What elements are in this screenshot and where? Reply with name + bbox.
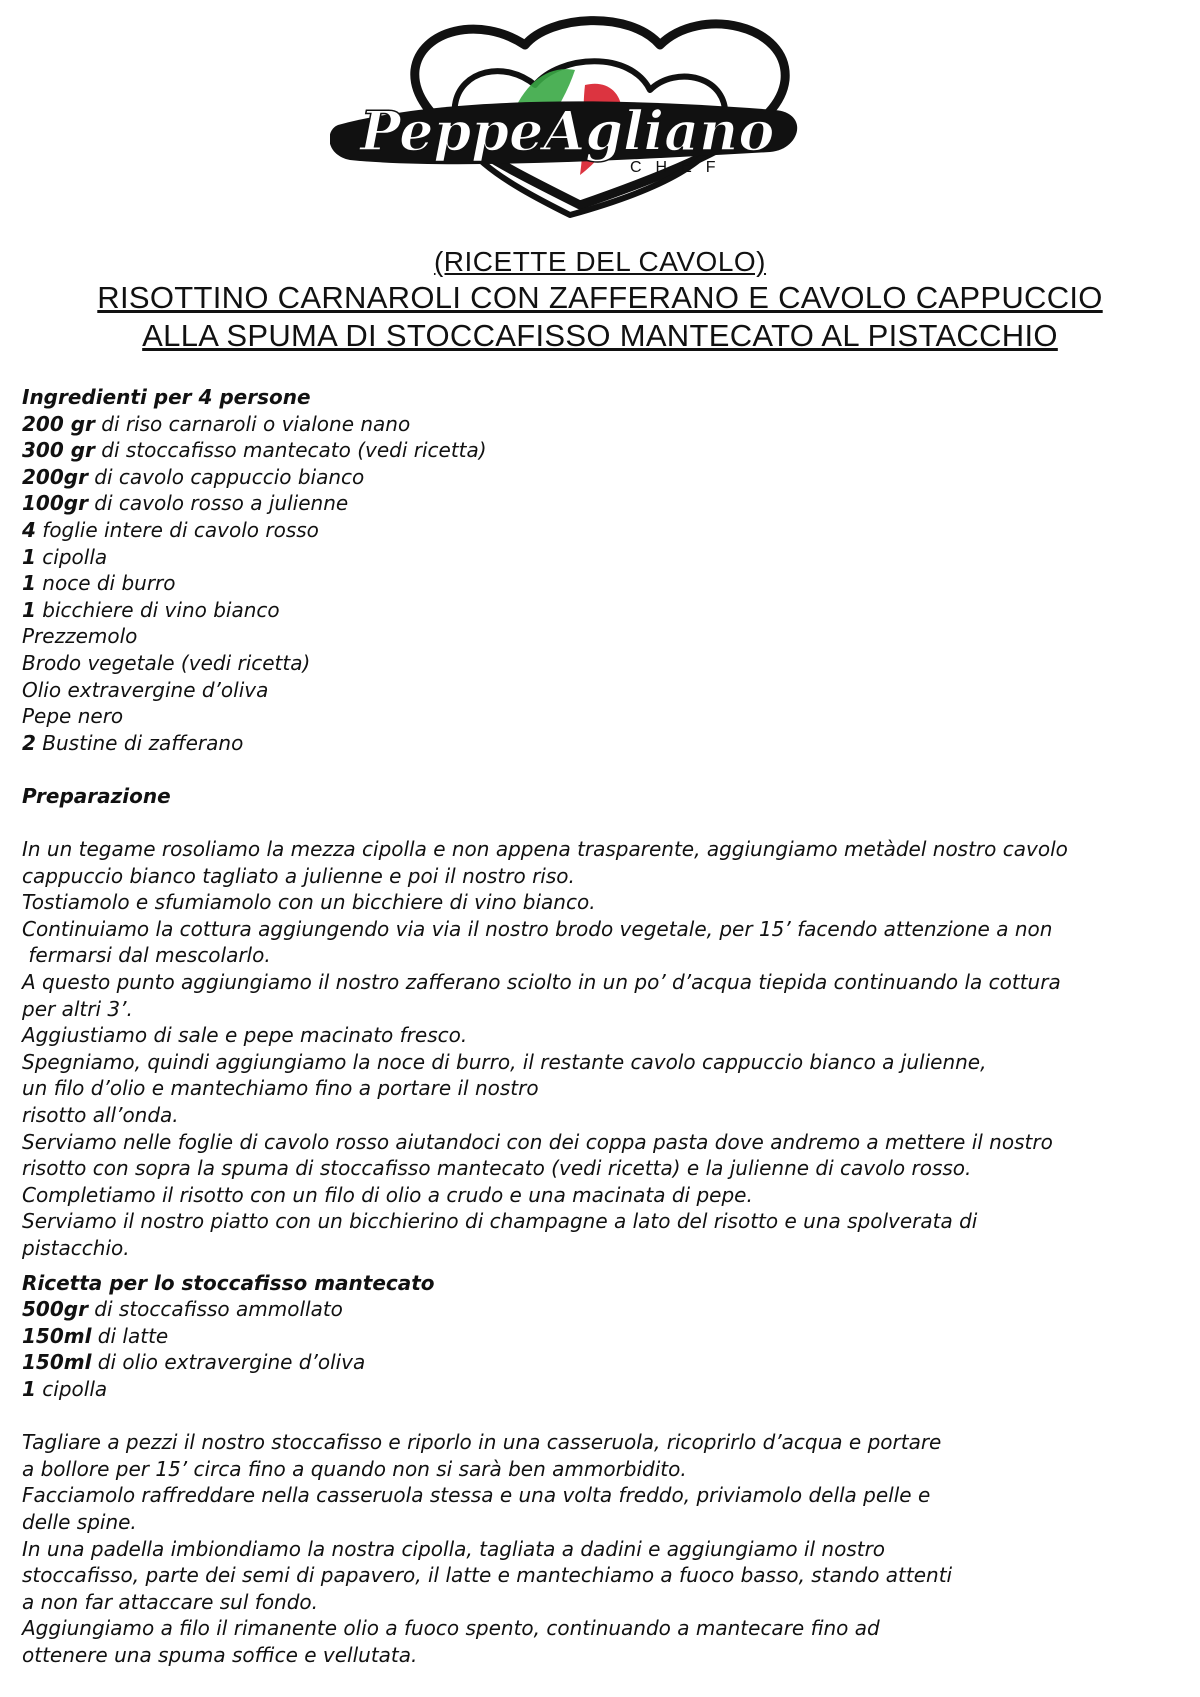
ingredient-quantity: 100gr (22, 491, 88, 516)
stockfish-preparation-text (22, 1429, 1182, 1668)
recipe-title-line-1: RISOTTINO CARNAROLI CON ZAFFERANO E CAVOLO CAPPUCCIO (97, 280, 1103, 315)
ingredient-quantity: 150ml (22, 1350, 92, 1375)
text-line: In una padella imbiondiamo la nostra cipolla, tagliata a dadini e aggiungiamo il nostro (22, 1536, 886, 1561)
ingredient-item (22, 623, 1182, 650)
recipe-body (22, 384, 1182, 1669)
ingredient-text: Bustine di zafferano (35, 730, 244, 755)
preparation-text (22, 836, 1182, 1262)
ingredient-text: Prezzemolo (22, 624, 138, 649)
ingredient-quantity: 1 (22, 571, 36, 596)
text-line: Serviamo il nostro piatto con un bicchierino di champagne a lato del risotto e una spolverata di (22, 1209, 978, 1234)
text-line: cappuccio bianco tagliato a julienne e poi il nostro riso. (22, 863, 575, 888)
logo-wordmark: PeppeAgliano (360, 99, 775, 163)
text-line: Tagliare a pezzi il nostro stoccafisso e riporlo in una casseruola, ricoprirlo d’acqua e portare (22, 1430, 942, 1455)
ingredient-quantity: 300 gr (22, 438, 95, 463)
ingredient-text: di cavolo rosso a julienne (87, 491, 349, 516)
recipe-series-subtitle: (RICETTE DEL CAVOLO) (433, 246, 767, 277)
ingredient-item (22, 677, 1182, 704)
text-line: Continuiamo la cottura aggiungendo via via il nostro brodo vegetale, per 15’ facendo attenzione a non (22, 916, 1053, 941)
ingredient-text: Pepe nero (22, 704, 124, 729)
ingredients-heading: Ingredienti per 4 persone (22, 385, 311, 409)
ingredient-text: di cavolo cappuccio bianco (87, 464, 365, 489)
ingredient-quantity: 200gr (22, 464, 88, 489)
logo-chef-label: CHEF (630, 159, 730, 176)
text-line: a bollore per 15’ circa fino a quando non si sarà ben ammorbidito. (22, 1456, 687, 1481)
text-line: Aggiustiamo di sale e pepe macinato fresco. (22, 1023, 468, 1048)
recipe-title-line-2: ALLA SPUMA DI STOCCAFISSO MANTECATO AL PISTACCHIO (142, 318, 1058, 353)
ingredient-quantity: 200 gr (22, 411, 95, 436)
ingredient-item (22, 703, 1182, 730)
preparation-heading: Preparazione (22, 783, 171, 808)
ingredient-item (22, 411, 1182, 438)
ingredient-quantity: 150ml (22, 1323, 92, 1348)
ingredient-text: noce di burro (35, 571, 176, 596)
ingredient-item (22, 437, 1182, 464)
stockfish-heading: Ricetta per lo stoccafisso mantecato (22, 1270, 435, 1295)
ingredients-list (22, 411, 1182, 757)
text-line: ottenere una spuma soffice e vellutata. (22, 1642, 418, 1667)
spacer (22, 810, 1182, 837)
ingredient-item (22, 650, 1182, 677)
stockfish-ingredients-list (22, 1296, 1182, 1402)
ingredient-item (22, 490, 1182, 517)
text-line: A questo punto aggiungiamo il nostro zafferano sciolto in un po’ d’acqua tiepida continuando la cottura (22, 970, 1061, 995)
ingredient-text: di stoccafisso mantecato (vedi ricetta) (94, 438, 487, 463)
text-line: stoccafisso, parte dei semi di papavero, il latte e mantechiamo a fuoco basso, stando attenti (22, 1563, 953, 1588)
logo-graphic (330, 10, 850, 225)
ingredient-quantity: 500gr (22, 1297, 88, 1322)
ingredient-item (22, 544, 1182, 571)
ingredient-quantity: 1 (22, 1376, 36, 1401)
ingredient-item (22, 1376, 1182, 1403)
ingredient-text: cipolla (35, 1376, 108, 1401)
text-line: per altri 3’. (22, 996, 133, 1021)
text-line: delle spine. (22, 1509, 137, 1534)
recipe-header (0, 245, 1200, 355)
ingredient-text: cipolla (35, 544, 108, 569)
text-line: Facciamolo raffreddare nella casseruola stessa e una volta freddo, priviamolo della pelle e (22, 1483, 931, 1508)
ingredient-item (22, 570, 1182, 597)
text-line: Serviamo nelle foglie di cavolo rosso aiutandoci con dei coppa pasta dove andremo a mettere il nostro (22, 1129, 1053, 1154)
text-line: risotto all’onda. (22, 1103, 179, 1128)
ingredient-item (22, 517, 1182, 544)
spacer (22, 1403, 1182, 1430)
ingredient-text: di riso carnaroli o vialone nano (94, 411, 411, 436)
text-line: Aggiungiamo a filo il rimanente olio a fuoco spento, continuando a mantecare fino ad (22, 1616, 880, 1641)
ingredient-text: bicchiere di vino bianco (35, 597, 280, 622)
text-line: a non far attaccare sul fondo. (22, 1589, 319, 1614)
text-line: pistacchio. (22, 1236, 130, 1260)
ingredient-quantity: 1 (22, 597, 36, 622)
ingredient-quantity: 1 (22, 544, 36, 569)
text-line: un filo d’olio e mantechiamo fino a portare il nostro (22, 1076, 539, 1101)
ingredient-quantity: 4 (22, 517, 36, 542)
ingredient-item (22, 464, 1182, 491)
ingredient-item (22, 1349, 1182, 1376)
ingredient-item (22, 1296, 1182, 1323)
text-line: In un tegame rosoliamo la mezza cipolla e non appena trasparente, aggiungiamo metàdel nostro cavolo (22, 837, 1068, 862)
ingredient-text: Brodo vegetale (vedi ricetta) (22, 650, 311, 675)
text-line: Spegniamo, quindi aggiungiamo la noce di burro, il restante cavolo cappuccio bianco a julienne, (22, 1049, 987, 1074)
ingredient-quantity: 2 (22, 730, 36, 755)
ingredient-item (22, 1323, 1182, 1350)
text-line: fermarsi dal mescolarlo. (22, 943, 271, 968)
peppe-agliano-logo (330, 10, 850, 225)
text-line: risotto con sopra la spuma di stoccafisso mantecato (vedi ricetta) e la julienne di cavolo rosso. (22, 1156, 972, 1181)
ingredient-item (22, 597, 1182, 624)
ingredient-text: Olio extravergine d’oliva (22, 677, 269, 702)
spacer (22, 756, 1182, 783)
ingredient-item (22, 730, 1182, 757)
text-line: Tostiamolo e sfumiamolo con un bicchiere di vino bianco. (22, 890, 596, 915)
ingredient-text: di olio extravergine d’oliva (91, 1350, 366, 1375)
ingredient-text: di latte (91, 1323, 169, 1348)
spacer (22, 1262, 1182, 1270)
text-line: Completiamo il risotto con un filo di olio a crudo e una macinata di pepe. (22, 1182, 753, 1207)
ingredient-text: foglie intere di cavolo rosso (35, 517, 319, 542)
ingredient-text: di stoccafisso ammollato (87, 1297, 343, 1322)
